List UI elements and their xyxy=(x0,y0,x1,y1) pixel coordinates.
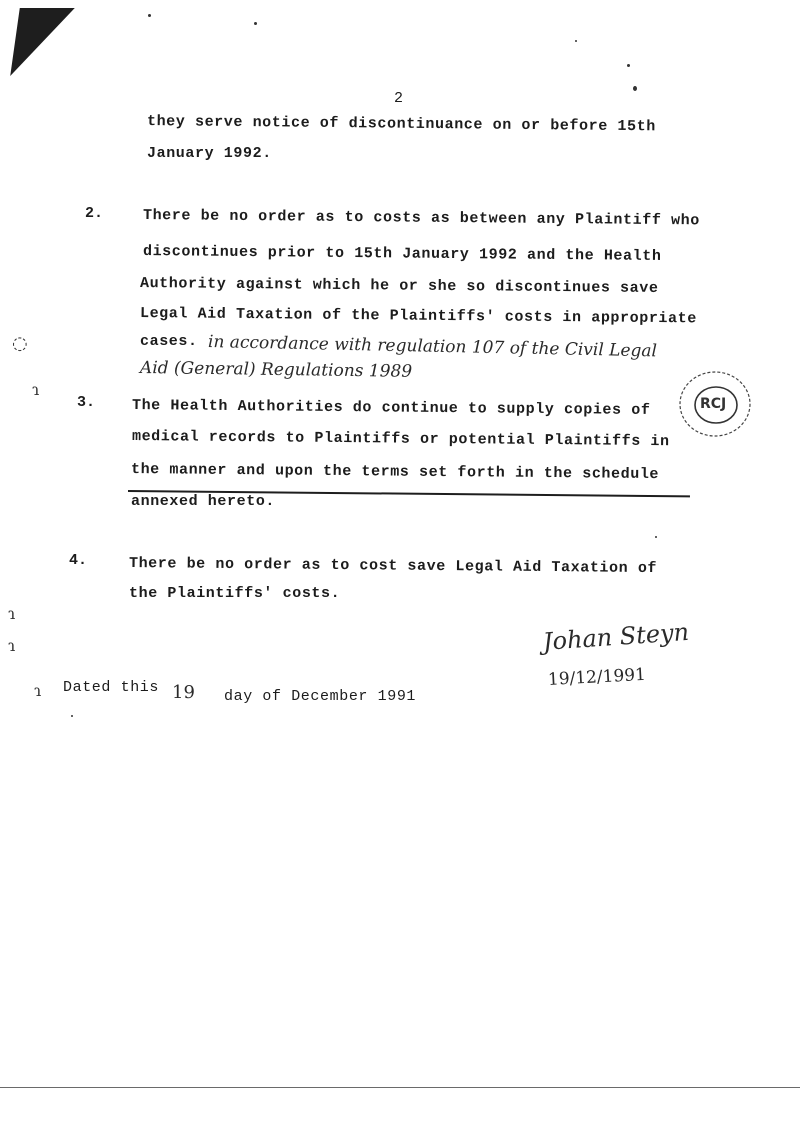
scan-corner-fold xyxy=(10,8,75,76)
scan-speck xyxy=(575,40,577,42)
margin-mark: ɿ xyxy=(32,380,40,399)
dated-suffix: day of December 1991 xyxy=(224,688,417,705)
page-number: 2 xyxy=(394,90,404,107)
signature-date: 19/12/1991 xyxy=(547,664,647,690)
scan-speck xyxy=(633,86,637,91)
paragraph-number: 3. xyxy=(77,394,96,411)
handwritten-insert: in accordance with regulation 107 of the Civil Legal xyxy=(207,332,658,362)
margin-mark: ɿ xyxy=(8,636,16,655)
scan-speck xyxy=(627,64,630,67)
continuation-line: they serve notice of discontinuance on or before 15th xyxy=(146,113,656,136)
paragraph-line: the Plaintiffs' costs. xyxy=(129,585,341,602)
page-edge-line xyxy=(0,1087,800,1088)
paragraph-line: the manner and upon the terms set forth in the schedule xyxy=(130,461,660,484)
scan-speck xyxy=(254,22,257,25)
paragraph-line: medical records to Plaintiffs or potential Plaintiffs in xyxy=(131,428,670,451)
paragraph-line: discontinues prior to 15th January 1992 and the Health xyxy=(142,243,662,265)
signature-name: Johan Steyn xyxy=(542,617,690,656)
paragraph-line: The Health Authorities do continue to supply copies of xyxy=(131,397,651,419)
stamp-text: RCJ xyxy=(700,396,727,412)
scan-speck xyxy=(71,715,73,717)
continuation-line: January 1992. xyxy=(147,145,272,162)
paragraph-line: There be no order as to cost save Legal Aid Taxation of xyxy=(128,555,658,578)
paragraph-line: annexed hereto. xyxy=(131,493,276,510)
margin-mark: ɿ xyxy=(34,681,42,700)
paragraph-number: 2. xyxy=(85,205,104,222)
dated-prefix: Dated this xyxy=(63,679,160,696)
paragraph-number: 4. xyxy=(69,552,88,569)
paragraph-line: Authority against which he or she so discontinues save xyxy=(139,275,659,297)
paragraph-line: Legal Aid Taxation of the Plaintiffs' costs in appropriate xyxy=(139,305,697,328)
scan-speck xyxy=(655,536,657,538)
scan-speck xyxy=(148,14,151,17)
margin-mark: ɿ xyxy=(8,604,16,623)
dated-day: 19 xyxy=(172,682,195,703)
margin-mark: ◌ xyxy=(12,333,28,354)
paragraph-line: There be no order as to costs as between any Plaintiff who xyxy=(142,207,700,230)
paragraph-line: cases. xyxy=(140,333,198,350)
handwritten-insert: Aid (General) Regulations 1989 xyxy=(139,358,413,382)
